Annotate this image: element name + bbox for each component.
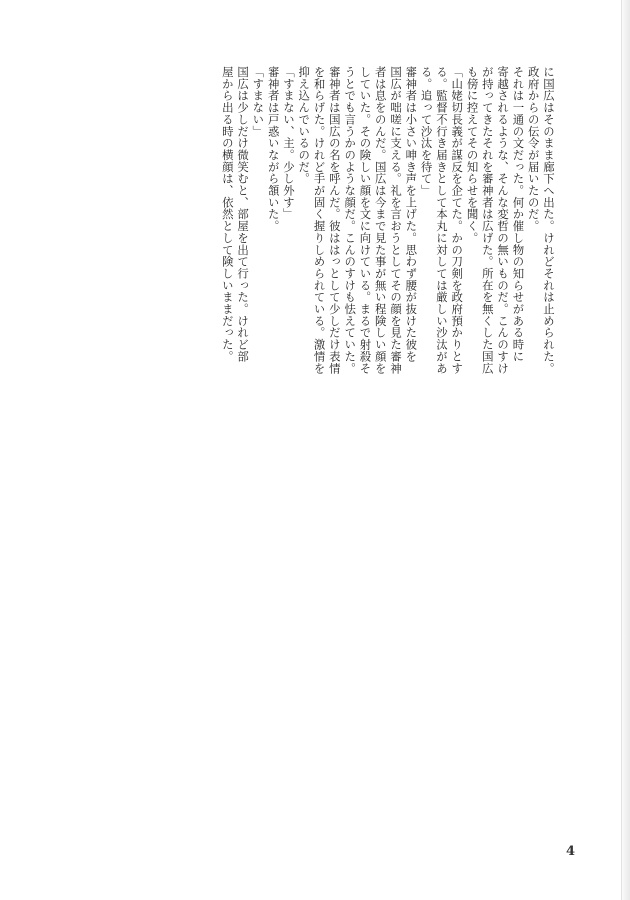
text-line: 屋から出る時の横顔は、依然として険しいままだった。 bbox=[220, 66, 235, 363]
text-line: る。監督不行き届きとして本丸に対しては厳しい沙汰があ bbox=[434, 66, 449, 375]
text-line: 「山姥切長義が謀反を企てた。かの刀剣を政府預かりとす bbox=[450, 66, 465, 375]
vertical-text-body bbox=[168, 66, 554, 442]
text-line: 寄越されるような、そんな変哲の無いものだ。こんのすけ bbox=[496, 66, 511, 375]
text-line: 抑え込んでいるのだ。 bbox=[297, 66, 312, 185]
text-line: 審神者は小さい呻き声を上げた。思わず腰が抜けた彼を bbox=[404, 66, 419, 363]
text-line: 審神者は国広の名を呼んだ。彼ははっとして少しだけ表情 bbox=[327, 66, 342, 375]
text-line: に国広はそのまま廊下へ出た。けれどそれは止められた。 bbox=[542, 66, 556, 375]
text-line: 国広は少しだけ微笑むと、部屋を出て行った。けれど部 bbox=[236, 66, 251, 363]
page-edge bbox=[621, 0, 630, 900]
text-line: が持ってきたそれを審神者は広げた。所在を無くした国広 bbox=[480, 66, 495, 375]
text-line: 国広が咄嗟に支える。礼を言おうとしてその顔を見た審神 bbox=[389, 66, 404, 375]
text-line: していた。その険しい顔を文に向けている。まるで射殺そ bbox=[358, 66, 373, 375]
text-line: る。追って沙汰を待て」 bbox=[419, 66, 434, 197]
text-line: 者は息をのんだ。国広は今まで見た事が無い程険しい顔を bbox=[373, 66, 388, 375]
text-line: それは一通の文だった。何か催し物の知らせがある時に bbox=[511, 66, 526, 363]
text-line: 審神者は戸惑いながら頷いた。 bbox=[266, 66, 281, 232]
page-number: 4 bbox=[566, 844, 576, 859]
text-line: うとでも言うかのような顔だ。こんのすけも怯えていた。 bbox=[343, 66, 358, 375]
text-line: を和らげた。けれど手が固く握りしめられている。激情を bbox=[312, 66, 327, 375]
text-line: 「すまない、主。少し外す」 bbox=[281, 66, 296, 221]
text-line: 「すまない」 bbox=[251, 66, 266, 138]
text-line: も傍に控えてその知らせを聞く。 bbox=[465, 66, 480, 244]
text-line: 政府からの伝令が届いたのだ。 bbox=[526, 66, 541, 232]
